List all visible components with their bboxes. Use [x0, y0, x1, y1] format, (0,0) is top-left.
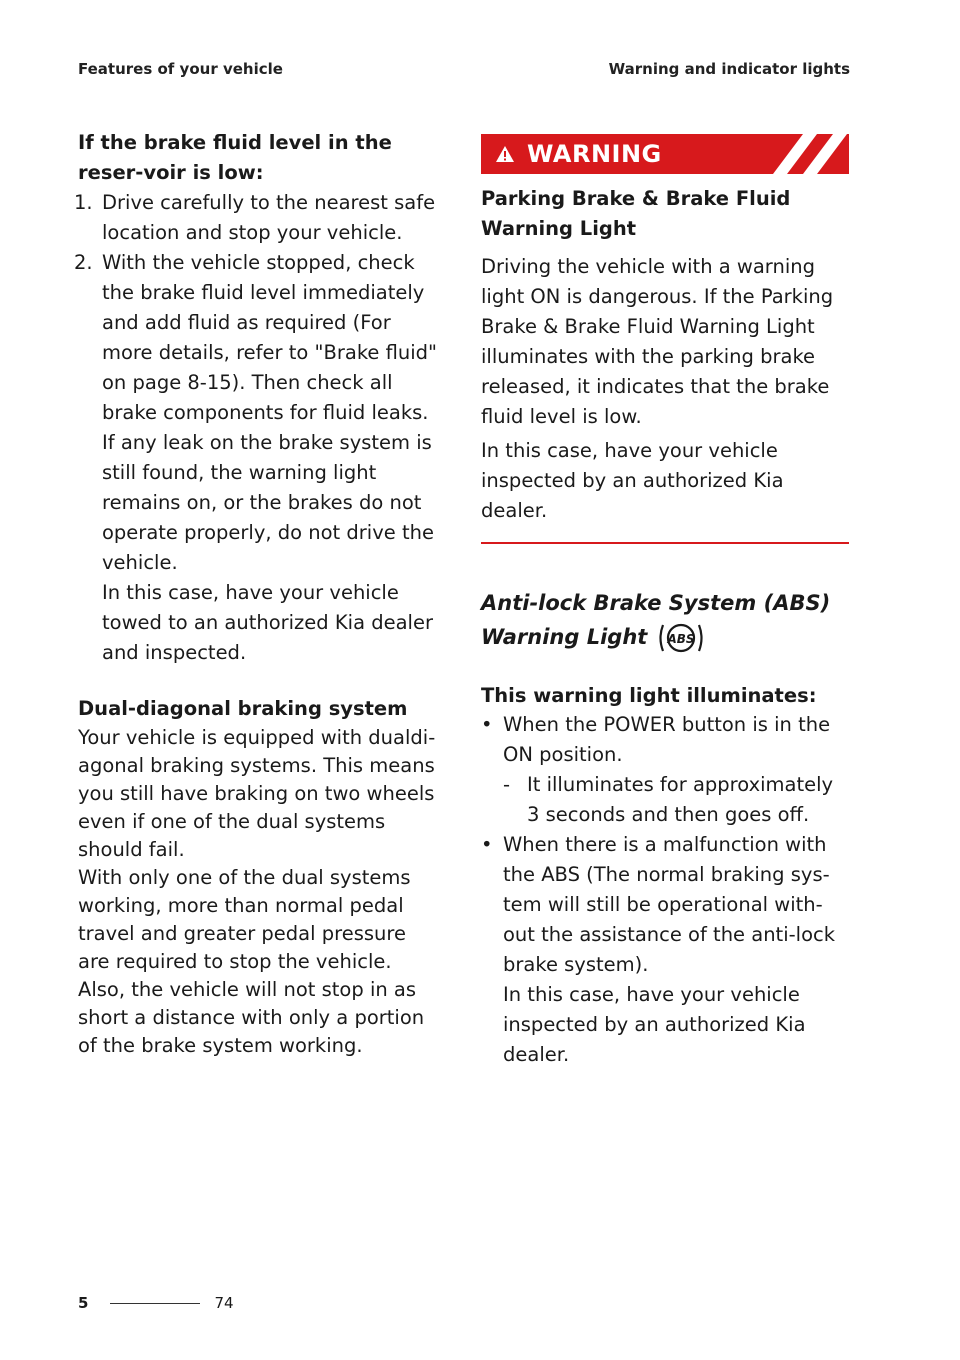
left-column [74, 128, 443, 1060]
running-header-left: Features of your vehicle [78, 60, 283, 78]
illuminates-list [481, 710, 849, 1070]
step-number: 2. [74, 251, 93, 274]
warning-text: In this case, have your vehicle inspected by an authorized Kia dealer. [481, 439, 784, 522]
page-footer [78, 1294, 234, 1312]
warning-text: Driving the vehicle with a warning light ON is dangerous. If the Parking Brake & Brake Fluid Warning Light illuminates with the parking brake released, it indicates that the brake fluid level is low. [481, 255, 834, 428]
abs-icon-label: ABS [667, 632, 695, 646]
dual-diagonal-text: With only one of the dual systems working, more than normal pedal travel and greater pedal pressure are required to stop the vehicle. Also, the vehicle will not stop in as short a distance with only a portion of the brake system working. [78, 866, 425, 1057]
warning-title: WARNING [527, 140, 662, 168]
right-column [481, 134, 849, 1070]
step-number: 1. [74, 191, 93, 214]
warning-triangle-icon [495, 144, 515, 164]
abs-warning-icon [657, 622, 705, 654]
abs-section-title [481, 586, 849, 654]
page-number: 74 [214, 1294, 234, 1312]
steps-list [74, 188, 443, 668]
step-text: With the vehicle stopped, check the brake fluid level immediately and add fluid as required (For more details, refer to "Brake fluid" on page 8-15). Then check all brake components for fluid leaks. If any leak on the brake system is still found, the warning light remains on, or the brakes do not operate properly, do not drive the vehicle. [102, 251, 438, 574]
step-item [74, 248, 443, 668]
warning-divider [481, 542, 849, 544]
bullet-text: When the POWER button is in the ON position. [503, 713, 831, 766]
dual-diagonal-heading: Dual-diagonal braking system [78, 697, 408, 720]
step-item [74, 188, 443, 248]
bullet-note: In this case, have your vehicle inspected by an authorized Kia dealer. [503, 983, 806, 1066]
bullet-dot: • [481, 713, 493, 736]
bullet-text: When there is a malfunction with the ABS (The normal braking sys-tem will still be operational with-out the assistance of the anti-lock brake system). [503, 833, 836, 976]
running-header-right: Warning and indicator lights [608, 60, 850, 78]
bullet-dot: • [481, 833, 493, 856]
footer-divider [110, 1303, 200, 1304]
list-item [481, 830, 849, 1070]
warning-banner [481, 134, 849, 174]
reservoir-heading: If the brake fluid level in the reser-voir is low: [78, 131, 392, 184]
dual-diagonal-text: Your vehicle is equipped with dualdi-agonal braking systems. This means you still have braking on two wheels even if one of the dual systems should fail. [78, 726, 436, 861]
step-text: Drive carefully to the nearest safe location and stop your vehicle. [102, 191, 436, 244]
abs-section-title-text: Anti-lock Brake System (ABS) Warning Light [481, 591, 831, 649]
step-text: In this case, have your vehicle towed to an authorized Kia dealer and inspected. [102, 581, 433, 664]
list-item [481, 710, 849, 830]
dash-mark: - [503, 773, 511, 796]
sub-list-item [503, 770, 849, 830]
chapter-number: 5 [78, 1294, 89, 1312]
sub-item-text: It illuminates for approximately 3 seconds and then goes off. [527, 773, 834, 826]
warning-stripes [759, 134, 849, 174]
warning-heading: Parking Brake & Brake Fluid Warning Light [481, 187, 791, 240]
illuminates-heading: This warning light illuminates: [481, 684, 817, 707]
